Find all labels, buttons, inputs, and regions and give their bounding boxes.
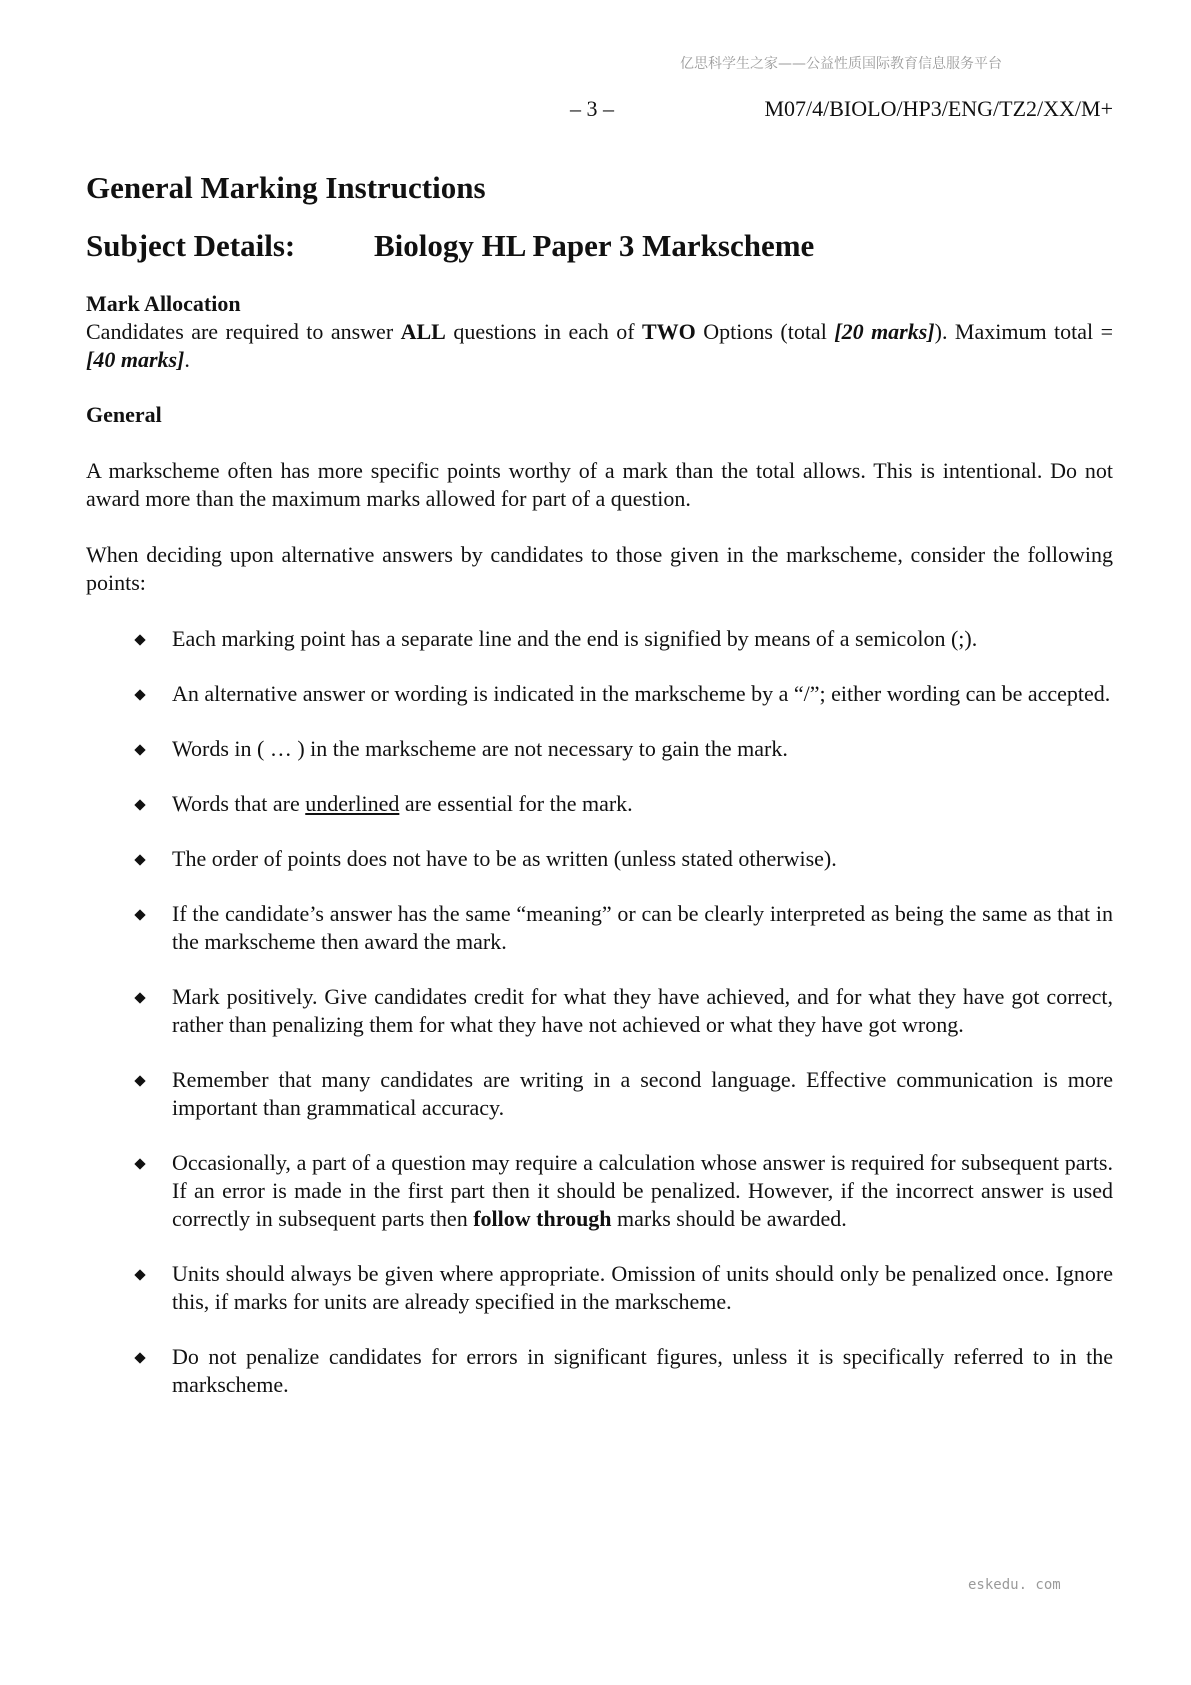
mark-allocation-heading: Mark Allocation <box>86 291 241 316</box>
diamond-bullet-icon <box>134 1352 145 1363</box>
general-heading: General <box>86 402 162 427</box>
marking-points-list <box>86 625 1113 1399</box>
page-number: – 3 – <box>570 96 614 121</box>
watermark-bottom: eskedu. com <box>968 1577 1061 1593</box>
list-item-text: Words that are <box>172 791 306 816</box>
subject-details <box>86 226 1113 266</box>
emphasis-two: TWO <box>642 319 696 344</box>
general-paragraph-1: A markscheme often has more specific points worthy of a mark than the total allows. This is intentional. Do not award more than the maximum marks allowed for part of a question. <box>86 458 1113 511</box>
list-item-text: If the candidate’s answer has the same “meaning” or can be clearly interpreted as being the same as that in the markscheme then award the mark. <box>172 901 1113 954</box>
list-item <box>86 845 1113 873</box>
underlined-word: underlined <box>305 791 400 816</box>
diamond-bullet-icon <box>134 744 145 755</box>
list-item <box>86 680 1113 708</box>
list-item-text: Mark positively. Give candidates credit for what they have achieved, and for what they have got correct, rather than penalizing them for what they have not achieved or what they have got wrong. <box>172 984 1113 1037</box>
list-item-text: Units should always be given where appropriate. Omission of units should only be penalized once. Ignore this, if marks for units are already specified in the markscheme. <box>172 1261 1113 1314</box>
list-item-text: Occasionally, a part of a question may require a calculation whose answer is required for subsequent parts. If an error is made in the first part then it should be penalized. However, if the incorrect answer is used correctly in subsequent parts then <box>172 1150 1113 1231</box>
subject-value: Biology HL Paper 3 Markscheme <box>374 228 815 263</box>
diamond-bullet-icon <box>134 689 145 700</box>
page-header <box>560 96 1113 126</box>
subject-label: Subject Details: <box>86 228 296 263</box>
list-item <box>86 1260 1113 1316</box>
list-item-text: Each marking point has a separate line and the end is signified by means of a semicolon (;). <box>172 626 978 651</box>
list-item <box>86 735 1113 763</box>
list-item-text: The order of points does not have to be as written (unless stated otherwise). <box>172 846 837 871</box>
text-run: Candidates are required to answer <box>86 319 401 344</box>
text-run: . <box>184 347 190 372</box>
list-item-text: Do not penalize candidates for errors in significant figures, unless it is specifically referred to in the markscheme. <box>172 1344 1113 1397</box>
diamond-bullet-icon <box>134 992 145 1003</box>
list-item-text: are essential for the mark. <box>399 791 633 816</box>
text-run: Options (total <box>695 319 835 344</box>
list-item <box>86 900 1113 956</box>
diamond-bullet-icon <box>134 1269 145 1280</box>
list-item <box>86 1343 1113 1399</box>
list-item-text: Remember that many candidates are writing in a second language. Effective communication is more important than grammatical accuracy. <box>172 1067 1113 1120</box>
diamond-bullet-icon <box>134 634 145 645</box>
diamond-bullet-icon <box>134 909 145 920</box>
list-item <box>86 625 1113 653</box>
diamond-bullet-icon <box>134 1158 145 1169</box>
mark-allocation-section <box>86 290 1113 374</box>
document-code: M07/4/BIOLO/HP3/ENG/TZ2/XX/M+ <box>764 96 1113 121</box>
list-item <box>86 1149 1113 1233</box>
page-title: General Marking Instructions <box>86 170 486 205</box>
general-paragraph-2: When deciding upon alternative answers by candidates to those given in the markscheme, consider the following points: <box>86 542 1113 595</box>
list-item-text: An alternative answer or wording is indicated in the markscheme by a “/”; either wording can be accepted. <box>172 681 1111 706</box>
diamond-bullet-icon <box>134 799 145 810</box>
list-item-text: marks should be awarded. <box>611 1206 847 1231</box>
text-run: ). Maximum total = <box>934 319 1114 344</box>
page-content <box>86 168 1113 1399</box>
list-item <box>86 1066 1113 1122</box>
emphasis-all: ALL <box>400 319 446 344</box>
diamond-bullet-icon <box>134 1075 145 1086</box>
list-item <box>86 790 1113 818</box>
marks-40: [40 marks] <box>86 347 185 372</box>
list-item-text: Words in ( … ) in the markscheme are not necessary to gain the mark. <box>172 736 788 761</box>
follow-through-emphasis: follow through <box>473 1206 612 1231</box>
mark-allocation-text <box>86 318 1113 374</box>
marks-20: [20 marks] <box>834 319 935 344</box>
list-item <box>86 983 1113 1039</box>
text-run: questions in each of <box>445 319 642 344</box>
diamond-bullet-icon <box>134 854 145 865</box>
watermark-top: 亿思科学生之家——公益性质国际教育信息服务平台 <box>680 56 1002 72</box>
